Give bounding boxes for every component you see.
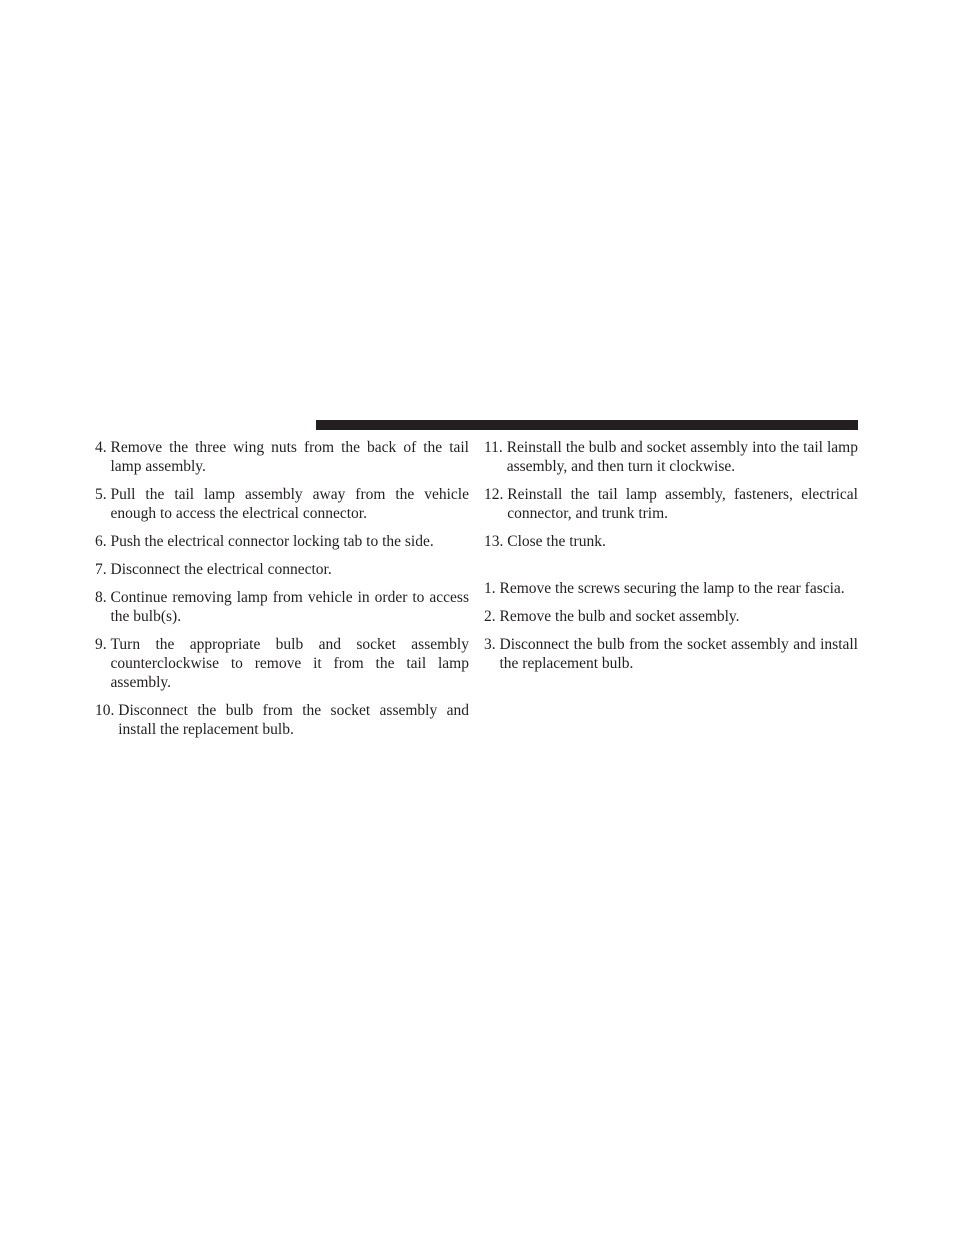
section-header-bar <box>316 420 858 430</box>
step-number: 3. <box>484 636 500 653</box>
list-item <box>95 560 469 579</box>
list-item <box>95 635 469 692</box>
step-number: 5. <box>95 486 111 503</box>
step-text: Reinstall the tail lamp assembly, fasteners, electrical connector, and trunk trim. <box>507 486 858 522</box>
list-item <box>484 438 858 476</box>
step-number: 8. <box>95 589 111 606</box>
list-item <box>95 588 469 626</box>
step-text: Close the trunk. <box>507 533 606 550</box>
list-item <box>484 485 858 523</box>
step-number: 1. <box>484 580 500 597</box>
step-text: Continue removing lamp from vehicle in order to access the bulb(s). <box>110 589 469 625</box>
step-list-rear-lamp <box>484 579 858 673</box>
step-number: 6. <box>95 533 111 550</box>
list-item <box>95 438 469 476</box>
step-text: Disconnect the bulb from the socket assembly and install the replacement bulb. <box>499 636 858 672</box>
list-item <box>484 635 858 673</box>
step-number: 12. <box>484 486 508 503</box>
step-number: 9. <box>95 636 111 653</box>
step-number: 4. <box>95 439 111 456</box>
step-number: 11. <box>484 439 507 456</box>
step-number: 10. <box>95 702 119 719</box>
step-text: Disconnect the bulb from the socket assembly and install the replacement bulb. <box>118 702 469 738</box>
step-text: Turn the appropriate bulb and socket assembly counterclockwise to remove it from the tail lamp assembly. <box>110 636 469 691</box>
step-number: 2. <box>484 608 500 625</box>
list-item <box>95 485 469 523</box>
list-item <box>484 607 858 626</box>
list-item <box>95 532 469 551</box>
step-text: Remove the screws securing the lamp to the rear fascia. <box>499 580 845 597</box>
list-item <box>484 579 858 598</box>
right-column <box>484 438 858 682</box>
step-number: 13. <box>484 533 508 550</box>
step-text: Remove the three wing nuts from the back of the tail lamp assembly. <box>110 439 469 475</box>
left-column <box>95 438 469 748</box>
step-text: Remove the bulb and socket assembly. <box>499 608 740 625</box>
step-text: Disconnect the electrical connector. <box>110 561 332 578</box>
list-item <box>95 701 469 739</box>
step-number: 7. <box>95 561 111 578</box>
step-text: Push the electrical connector locking tab to the side. <box>110 533 434 550</box>
list-item <box>484 532 858 551</box>
step-text: Pull the tail lamp assembly away from the vehicle enough to access the electrical connector. <box>110 486 469 522</box>
step-text: Reinstall the bulb and socket assembly into the tail lamp assembly, and then turn it clockwise. <box>506 439 858 475</box>
step-list-tail-lamp-continued <box>484 438 858 551</box>
step-list-tail-lamp <box>95 438 469 739</box>
